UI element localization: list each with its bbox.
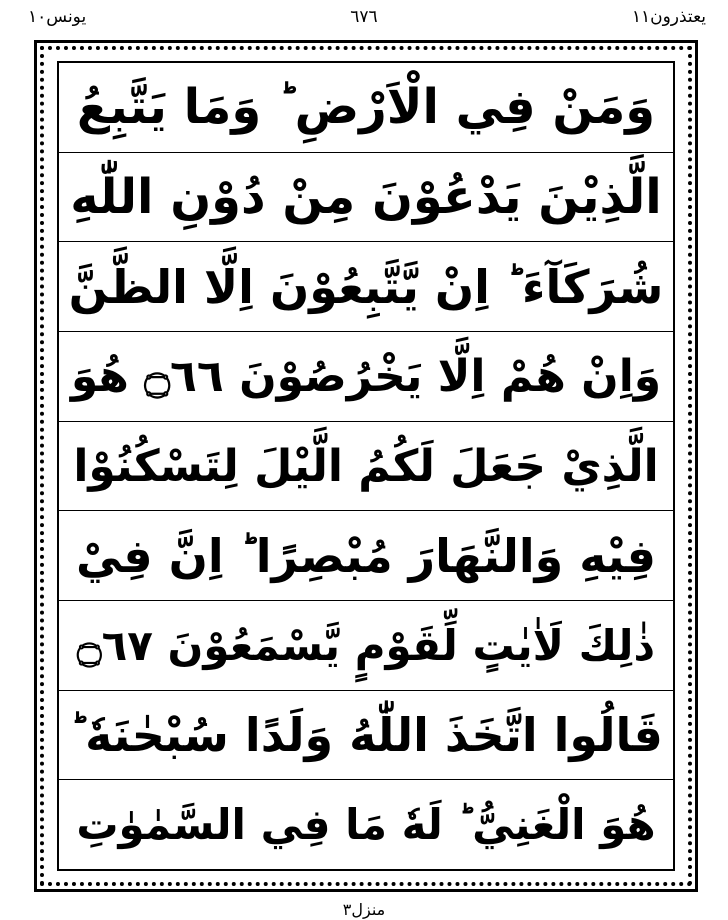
verse-line-5: الَّذِيْ جَعَلَ لَكُمُ الَّيْلَ لِتَسْكُنُوْا <box>59 422 673 512</box>
verse-line-9: هُوَ الْغَنِيُّ ؕ لَهٗ مَا فِي السَّمٰوٰتِ <box>76 800 656 850</box>
page-number: ٦٧٦ <box>350 7 378 27</box>
juz-name: يعتذرون١١ <box>631 7 706 27</box>
verse-line-1: وَمَنْ فِي الْاَرْضِ ؕ وَمَا يَتَّبِعُ <box>59 63 673 153</box>
verse-line-4: وَاِنْ هُمْ اِلَّا يَخْرُصُوْنَ ۝٦٦ هُوَ <box>59 332 673 422</box>
surah-name: يونس١٠ <box>28 7 87 27</box>
verse-line-7: ذٰلِكَ لَاٰيٰتٍ لِّقَوْمٍ يَّسْمَعُوْنَ ۝٦٧ <box>59 601 673 691</box>
verse-lines <box>57 61 675 871</box>
verse-line-2: الَّذِيْنَ يَدْعُوْنَ مِنْ دُوْنِ اللّٰهِ <box>59 153 673 243</box>
verse-line-3: شُرَكَآءَ ؕ اِنْ يَّتَّبِعُوْنَ اِلَّا الظَّنَّ <box>59 242 673 332</box>
verse-line-8: قَالُوا اتَّخَذَ اللّٰهُ وَلَدًا سُبْحٰنَهٗ ؕ <box>59 691 673 781</box>
verse-line-6: فِيْهِ وَالنَّهَارَ مُبْصِرًا ؕ اِنَّ فِيْ <box>59 511 673 601</box>
page-frame <box>34 40 698 892</box>
manzil-label: منزل٣ <box>342 900 386 919</box>
